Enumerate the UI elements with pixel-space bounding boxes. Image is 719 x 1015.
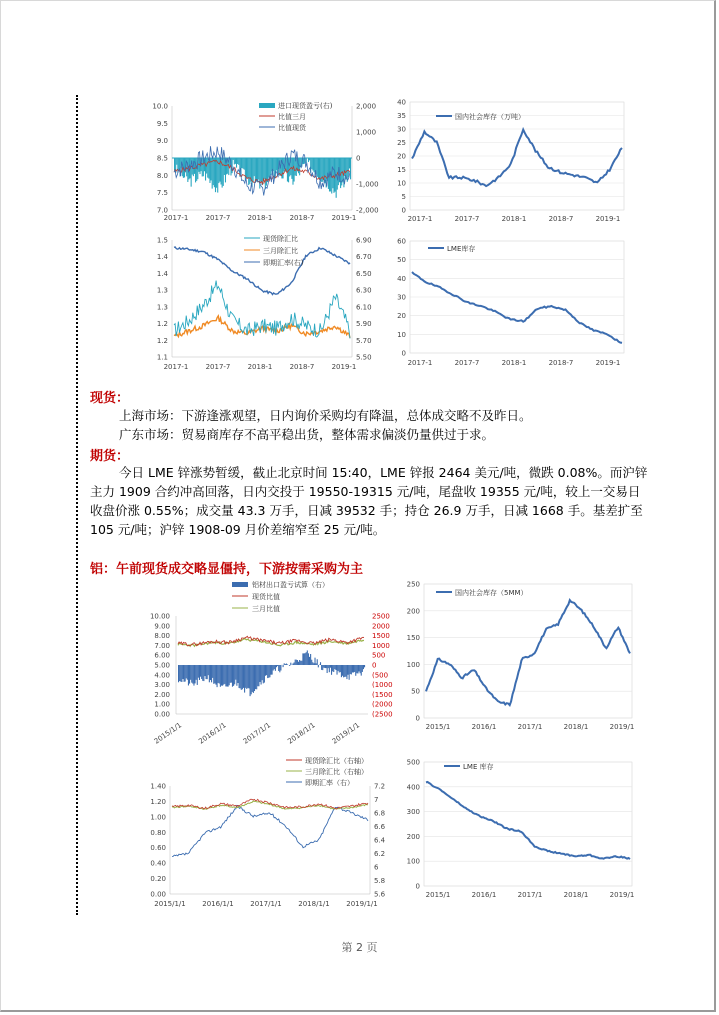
legend-spot-rate: 即期汇率(右) xyxy=(263,259,304,267)
y2-tick-label: 7.2 xyxy=(374,782,386,791)
y-tick-label: 250 xyxy=(406,580,420,589)
x-tick-label: 2018/1/1 xyxy=(286,721,317,746)
y-tick-label: 1.1 xyxy=(156,353,168,362)
x-tick-label: 2017-7 xyxy=(454,215,480,223)
x-tick-label: 2018-1 xyxy=(247,363,273,371)
y-tick-label: 1.2 xyxy=(156,336,168,345)
chart-zinc-domestic-stock xyxy=(398,98,633,228)
y-tick-label: 9.0 xyxy=(156,137,168,146)
x-tick-label: 2016/1/1 xyxy=(197,721,228,746)
x-tick-label: 2019-1 xyxy=(595,215,621,223)
y2-tick-label: (1500 xyxy=(372,690,393,699)
aluminum-heading: 铝：午前现货成交略显僵持，下游按需采购为主 xyxy=(90,562,364,577)
y-tick-label: 0.80 xyxy=(150,828,166,837)
x-tick-label: 2019/1 xyxy=(609,723,635,731)
x-tick-label: 2017-7 xyxy=(205,214,231,222)
y-tick-label: 50 xyxy=(411,687,420,696)
y-tick-label: 0 xyxy=(401,349,406,358)
y-tick-label: 8.00 xyxy=(154,632,170,641)
x-tick-label: 2019/1/1 xyxy=(346,900,378,908)
y-tick-label: 30 xyxy=(397,125,406,134)
y-tick-label: 9.5 xyxy=(156,119,168,128)
y-tick-label: 9.00 xyxy=(154,622,170,631)
y2-tick-label: 5.90 xyxy=(356,320,372,329)
legend-al-lme-stock: LME 库存 xyxy=(463,763,494,771)
x-tick-label: 2017/1 xyxy=(517,891,543,899)
x-tick-label: 2017-1 xyxy=(163,214,189,222)
y-tick-label: 50 xyxy=(397,256,406,265)
x-tick-label: 2018-7 xyxy=(289,363,315,371)
y-tick-label: 1.2 xyxy=(156,320,168,329)
futures-line-2: 主力 1909 合约冲高回落，日内交投于 19550-19315 元/吨，尾盘收 19355 元/吨，较上一交易日 xyxy=(90,484,641,499)
y2-tick-label: 6.2 xyxy=(374,850,386,858)
x-tick-label: 2016/1 xyxy=(471,723,497,731)
y2-tick-label: (2000 xyxy=(372,700,393,709)
chart-aluminum-domestic-stock xyxy=(398,580,638,750)
y-tick-label: 8.5 xyxy=(156,154,168,163)
y2-tick-label: 7 xyxy=(374,796,379,804)
chart-aluminum-lme-stock xyxy=(398,758,638,908)
y2-tick-label: 2,000 xyxy=(356,102,377,111)
y2-tick-label: 6.50 xyxy=(356,269,372,278)
legend-3m-fx: 三月除汇比 xyxy=(263,247,298,255)
y-tick-label: 5.00 xyxy=(154,661,170,670)
y2-tick-label: 6.10 xyxy=(356,303,372,312)
y-tick-label: 30 xyxy=(397,293,406,302)
chart-zinc-fx-ratio xyxy=(144,232,394,372)
x-tick-label: 2015/1 xyxy=(425,891,451,899)
y-tick-label: 0 xyxy=(415,714,420,723)
x-tick-label: 2018-7 xyxy=(289,214,315,222)
legend-spot-ratio: 现货比值 xyxy=(252,593,280,601)
y-tick-label: 6.00 xyxy=(154,651,170,660)
y-tick-label: 150 xyxy=(406,634,420,643)
x-tick-label: 2017-1 xyxy=(163,363,189,371)
y2-tick-label: 0 xyxy=(356,154,361,163)
x-tick-label: 2019/1 xyxy=(609,891,635,899)
y2-tick-label: 5.6 xyxy=(374,890,386,899)
y-tick-label: 0.00 xyxy=(150,890,166,899)
y-tick-label: 0.40 xyxy=(150,859,166,868)
legend-al-spot-rate: 即期汇率（右） xyxy=(305,779,354,787)
y-tick-label: 10.00 xyxy=(149,612,170,621)
legend-ratio-3m: 比值三月 xyxy=(278,113,306,121)
y-tick-label: 200 xyxy=(406,607,420,616)
y-tick-label: 1.3 xyxy=(156,286,168,295)
y-tick-label: 0 xyxy=(401,206,406,215)
chart-aluminum-fx xyxy=(140,756,395,916)
y2-tick-label: 5.50 xyxy=(356,353,372,362)
y2-tick-label: (2500 xyxy=(372,710,393,719)
x-tick-label: 2017-7 xyxy=(205,363,231,371)
y-tick-label: 25 xyxy=(397,139,406,147)
y-tick-label: 1.3 xyxy=(156,303,168,312)
y-tick-label: 1.4 xyxy=(156,269,168,278)
y-tick-label: 2.00 xyxy=(154,690,170,699)
y-tick-label: 400 xyxy=(406,783,420,792)
x-tick-label: 2016/1 xyxy=(471,891,497,899)
legend-export-profit: 铝材出口盈亏试算（右） xyxy=(252,581,329,589)
x-tick-label: 2015/1/1 xyxy=(152,721,184,746)
y2-tick-label: 5.70 xyxy=(356,336,372,345)
futures-line-3: 收盘价涨 0.55%；成交量 43.3 万手，日减 39532 手；持仓 26.9 万手，日减 1668 手。基差扩至 xyxy=(90,503,643,518)
y2-tick-label: (1000 xyxy=(372,681,393,690)
x-tick-label: 2018-7 xyxy=(548,215,574,223)
y-tick-label: 10.0 xyxy=(152,102,168,111)
x-tick-label: 2017-7 xyxy=(454,359,480,367)
y-tick-label: 100 xyxy=(406,660,420,669)
x-tick-label: 2015/1 xyxy=(425,723,451,731)
chart-aluminum-export xyxy=(140,578,395,753)
x-tick-label: 2018-7 xyxy=(548,359,574,367)
x-tick-label: 2018-1 xyxy=(501,359,527,367)
y-tick-label: 5 xyxy=(401,193,406,201)
x-tick-label: 2017-1 xyxy=(407,215,433,223)
y-tick-label: 8.0 xyxy=(156,171,168,180)
y-tick-label: 300 xyxy=(406,808,420,817)
x-tick-label: 2019-1 xyxy=(331,363,357,371)
futures-line-1: 今日 LME 锌涨势暂缓，截止北京时间 15:40，LME 锌报 2464 美元/吨，微跌 0.08%。而沪锌 xyxy=(119,465,648,480)
x-tick-label: 2018/1/1 xyxy=(298,900,330,908)
y2-tick-label: 6.70 xyxy=(356,253,372,262)
y-tick-label: 7.5 xyxy=(156,189,168,198)
y-tick-label: 0.60 xyxy=(150,844,166,853)
chart-zinc-lme-stock xyxy=(398,237,633,377)
x-tick-label: 2017/1/1 xyxy=(241,721,273,746)
y-tick-label: 40 xyxy=(397,274,406,283)
y-tick-label: 1.00 xyxy=(154,700,170,709)
y-tick-label: 0.00 xyxy=(154,710,170,719)
y-tick-label: 35 xyxy=(397,112,406,120)
x-tick-label: 2018-1 xyxy=(247,214,273,222)
legend-spot-fx: 现货除汇比 xyxy=(263,235,298,243)
spot-heading: 现货： xyxy=(90,391,130,406)
y-tick-label: 0.20 xyxy=(150,875,166,884)
x-tick-label: 2018-1 xyxy=(501,215,527,223)
futures-line-4: 105 元/吨；沪锌 1908-09 月价差缩窄至 25 元/吨。 xyxy=(90,522,386,537)
y-tick-label: 20 xyxy=(397,312,406,321)
y2-tick-label: (500 xyxy=(372,671,389,680)
y2-tick-label: 0 xyxy=(372,661,377,670)
legend-al-domestic-stock: 国内社会库存（5MM） xyxy=(455,589,528,597)
y-tick-label: 0 xyxy=(415,882,420,891)
y2-tick-label: 1000 xyxy=(372,641,390,650)
y-tick-label: 1.40 xyxy=(150,782,166,791)
y2-tick-label: 6.90 xyxy=(356,236,372,245)
legend-ratio-spot: 比值现货 xyxy=(278,124,306,132)
y2-tick-label: -1,000 xyxy=(356,180,379,189)
legend-3m-ratio: 三月比值 xyxy=(252,605,280,613)
y-tick-label: 1.00 xyxy=(150,813,166,822)
y2-tick-label: 6.4 xyxy=(374,836,386,845)
y2-tick-label: 2500 xyxy=(372,612,390,621)
legend-al-3m-fx: 三月除汇比（右轴） xyxy=(305,768,368,776)
y-tick-label: 10 xyxy=(397,179,406,188)
legend-lme-stock: LME库存 xyxy=(447,245,476,253)
y-tick-label: 1.5 xyxy=(156,236,168,245)
chart-zinc-import-ratio xyxy=(144,98,394,228)
y2-tick-label: 6.6 xyxy=(374,823,386,831)
futures-heading: 期货： xyxy=(90,449,130,464)
y-tick-label: 1.20 xyxy=(150,797,166,806)
margin-dotted-line xyxy=(76,95,78,915)
y-tick-label: 500 xyxy=(406,758,420,767)
y2-tick-label: -2,000 xyxy=(356,206,379,215)
legend-domestic-stock: 国内社会库存（万吨） xyxy=(455,113,525,121)
y-tick-label: 100 xyxy=(406,857,420,866)
y2-tick-label: 6.8 xyxy=(374,809,386,818)
x-tick-label: 2018/1 xyxy=(563,723,589,731)
x-tick-label: 2017/1/1 xyxy=(250,900,282,908)
y-tick-label: 15 xyxy=(397,166,406,174)
x-tick-label: 2016/1/1 xyxy=(202,900,234,908)
y-tick-label: 10 xyxy=(397,330,406,339)
y2-tick-label: 500 xyxy=(372,651,386,660)
x-tick-label: 2019-1 xyxy=(331,214,357,222)
y-tick-label: 200 xyxy=(406,832,420,841)
page-number: 第 2 页 xyxy=(341,941,378,954)
x-tick-label: 2018/1 xyxy=(563,891,589,899)
x-tick-label: 2015/1/1 xyxy=(154,900,186,908)
y2-tick-label: 1,000 xyxy=(356,128,377,137)
y2-tick-label: 6.30 xyxy=(356,286,372,295)
y-tick-label: 4.00 xyxy=(154,671,170,680)
spot-guangdong: 广东市场：贸易商库存不高平稳出货，整体需求偏淡仍量供过于求。 xyxy=(119,427,495,442)
x-tick-label: 2017/1 xyxy=(517,723,543,731)
y-tick-label: 7.00 xyxy=(154,641,170,650)
x-tick-label: 2017-1 xyxy=(407,359,433,367)
legend-al-spot-fx: 现货除汇比（右轴） xyxy=(305,757,368,765)
y-tick-label: 60 xyxy=(397,237,406,246)
x-tick-label: 2019/1/1 xyxy=(330,721,362,746)
spot-shanghai: 上海市场：下游逢涨观望，日内询价采购均有降温，总体成交略不及昨日。 xyxy=(119,408,532,423)
y2-tick-label: 2000 xyxy=(372,622,390,631)
legend-import-profit: 进口现货盈亏(右) xyxy=(278,102,333,110)
y-tick-label: 7.0 xyxy=(156,206,168,215)
y-tick-label: 20 xyxy=(397,152,406,161)
y-tick-label: 3.00 xyxy=(154,681,170,690)
x-tick-label: 2019-1 xyxy=(595,359,621,367)
y-tick-label: 1.4 xyxy=(156,253,168,262)
y2-tick-label: 1500 xyxy=(372,632,390,641)
y2-tick-label: 6 xyxy=(374,863,379,872)
y-tick-label: 40 xyxy=(397,98,406,107)
y2-tick-label: 5.8 xyxy=(374,877,386,885)
